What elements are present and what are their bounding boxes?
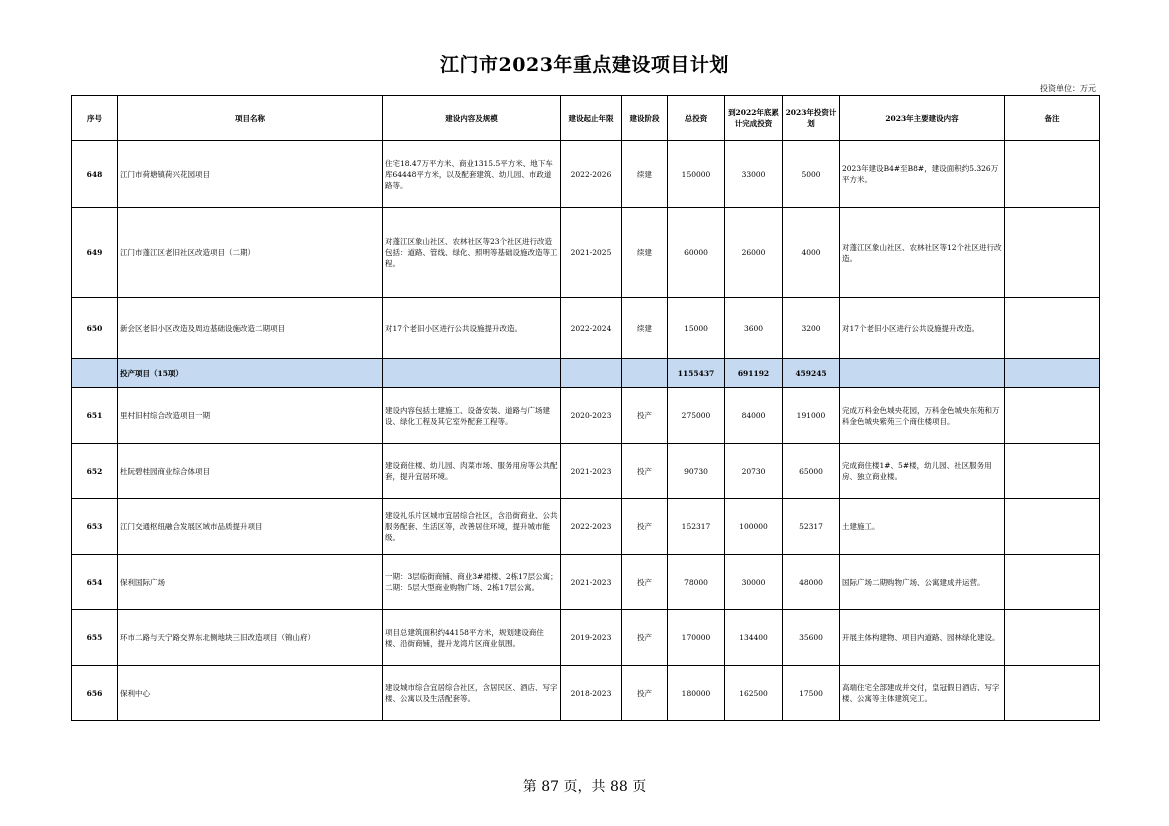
cell-no: 649 [72,208,118,298]
cell-main2023: 高端住宅全部建成并交付，皇冠假日酒店、写字楼、公寓等主体建筑完工。 [840,666,1005,721]
cell-content: 建设商住楼、幼儿园、肉菜市场、服务用房等公共配套，提升宜居环境。 [383,444,561,499]
cell-remark [1005,208,1100,298]
cell-content: 一期：3层临街商铺、商业3#裙楼、2栋17层公寓；二期：5层大型商业购物广场、2栋17层公寓。 [383,555,561,610]
cell-no: 652 [72,444,118,499]
cell-stage: 续建 [622,208,668,298]
cell-done2022: 26000 [725,208,783,298]
cell-total: 275000 [668,388,725,444]
col-header-content: 建设内容及规模 [383,96,561,141]
cell-plan2023: 5000 [783,141,840,208]
cell-total: 152317 [668,499,725,555]
cell-remark [1005,444,1100,499]
cell-main2023: 对蓬江区象山社区、农林社区等12个社区进行改造。 [840,208,1005,298]
cell-stage: 投产 [622,666,668,721]
table-row [72,208,1100,298]
cell-stage: 续建 [622,298,668,359]
cell-content: 建设内容包括土建施工、设备安装、道路与广场建设、绿化工程及其它室外配套工程等。 [383,388,561,444]
col-header-no: 序号 [72,96,118,141]
cell-no: 656 [72,666,118,721]
cell-plan2023: 35600 [783,610,840,666]
cell-total: 15000 [668,298,725,359]
cell-remark [1005,499,1100,555]
table-row [72,388,1100,444]
cell-main2023: 完成万科金色城央花园，万科金色城央东苑和万科金色城央紫苑三个商住楼项目。 [840,388,1005,444]
project-table [71,95,1100,721]
cell-no: 653 [72,499,118,555]
cell-name: 保利中心 [118,666,383,721]
col-header-plan2023: 2023年投资计划 [783,96,840,141]
cell-remark [1005,610,1100,666]
subtotal-done2022: 691192 [725,359,783,388]
page-title: 江门市2023年重点建设项目计划 [440,54,729,76]
table-row [72,610,1100,666]
cell-name: 江门交通枢纽融合发展区域市品质提升项目 [118,499,383,555]
cell-no: 648 [72,141,118,208]
cell-stage: 投产 [622,610,668,666]
cell-remark [1005,388,1100,444]
cell-no: 650 [72,298,118,359]
cell-content: 对17个老旧小区进行公共设施提升改造。 [383,298,561,359]
cell-no: 654 [72,555,118,610]
cell-plan2023: 52317 [783,499,840,555]
cell-main2023: 完成商住楼1#、5#楼，幼儿园、社区服务用房、独立商业楼。 [840,444,1005,499]
cell-remark [1005,666,1100,721]
cell-content: 项目总建筑面积约44158平方米，规划建设商住楼、沿街商铺，提升龙湾片区商业氛围。 [383,610,561,666]
subtotal-main2023 [840,359,1005,388]
col-header-total: 总投资 [668,96,725,141]
cell-period: 2021-2023 [561,555,622,610]
cell-plan2023: 4000 [783,208,840,298]
cell-total: 78000 [668,555,725,610]
header-row [72,96,1100,141]
cell-plan2023: 48000 [783,555,840,610]
cell-period: 2022-2024 [561,298,622,359]
col-header-remark: 备注 [1005,96,1100,141]
col-header-done2022: 到2022年底累计完成投资 [725,96,783,141]
table-row [72,666,1100,721]
cell-main2023: 国际广场二期购物广场、公寓建成并运营。 [840,555,1005,610]
cell-total: 60000 [668,208,725,298]
cell-stage: 续建 [622,141,668,208]
cell-done2022: 20730 [725,444,783,499]
cell-main2023: 对17个老旧小区进行公共设施提升改造。 [840,298,1005,359]
subtotal-plan2023: 459245 [783,359,840,388]
cell-main2023: 土建施工。 [840,499,1005,555]
cell-plan2023: 17500 [783,666,840,721]
cell-period: 2021-2023 [561,444,622,499]
cell-no: 655 [72,610,118,666]
col-header-period: 建设起止年限 [561,96,622,141]
cell-name: 里村旧村综合改造项目一期 [118,388,383,444]
cell-name: 江门市蓬江区老旧社区改造项目（二期） [118,208,383,298]
subtotal-total: 1155437 [668,359,725,388]
cell-content: 建设城市综合宜居综合社区，含居民区、酒店、写字楼、公寓以及生活配套等。 [383,666,561,721]
cell-done2022: 100000 [725,499,783,555]
cell-period: 2020-2023 [561,388,622,444]
cell-done2022: 162500 [725,666,783,721]
subtotal-no [72,359,118,388]
cell-stage: 投产 [622,555,668,610]
subtotal-label: 投产项目（15项） [118,359,383,388]
subtotal-remark [1005,359,1100,388]
table-row [72,141,1100,208]
cell-done2022: 84000 [725,388,783,444]
table-row [72,499,1100,555]
cell-total: 170000 [668,610,725,666]
cell-content: 住宅18.47万平方米、商业1315.5平方米、地下车库64448平方米，以及配套建筑、幼儿园、市政道路等。 [383,141,561,208]
cell-done2022: 30000 [725,555,783,610]
cell-remark [1005,141,1100,208]
cell-name: 江门市荷塘镇荷兴花园项目 [118,141,383,208]
cell-period: 2019-2023 [561,610,622,666]
cell-plan2023: 191000 [783,388,840,444]
subtotal-stage [622,359,668,388]
cell-plan2023: 65000 [783,444,840,499]
subtotal-row [72,359,1100,388]
table-row [72,555,1100,610]
subtotal-content [383,359,561,388]
cell-name: 保利国际广场 [118,555,383,610]
cell-period: 2022-2023 [561,499,622,555]
cell-period: 2022-2026 [561,141,622,208]
cell-period: 2021-2025 [561,208,622,298]
cell-stage: 投产 [622,499,668,555]
cell-name: 环市二路与天宁路交界东北侧地块三旧改造项目（锦山府） [118,610,383,666]
cell-main2023: 开展主体构建物、项目内道路、园林绿化建设。 [840,610,1005,666]
table-row [72,444,1100,499]
col-header-main2023: 2023年主要建设内容 [840,96,1005,141]
cell-no: 651 [72,388,118,444]
cell-stage: 投产 [622,388,668,444]
cell-plan2023: 3200 [783,298,840,359]
col-header-name: 项目名称 [118,96,383,141]
col-header-stage: 建设阶段 [622,96,668,141]
cell-remark [1005,298,1100,359]
cell-done2022: 134400 [725,610,783,666]
cell-remark [1005,555,1100,610]
cell-content: 对蓬江区象山社区、农林社区等23个社区进行改造包括：道路、管线、绿化、照明等基础设施改造等工程。 [383,208,561,298]
cell-total: 180000 [668,666,725,721]
unit-label: 投资单位：万元 [1040,84,1096,93]
cell-name: 新会区老旧小区改造及周边基础设施改造二期项目 [118,298,383,359]
cell-stage: 投产 [622,444,668,499]
cell-total: 150000 [668,141,725,208]
cell-done2022: 33000 [725,141,783,208]
cell-content: 建设礼乐片区城市宜居综合社区，含沿街商业、公共服务配套、生活区等，改善居住环境，提升城市能级。 [383,499,561,555]
subtotal-period [561,359,622,388]
cell-name: 杜阮碧桂园商业综合体项目 [118,444,383,499]
cell-done2022: 3600 [725,298,783,359]
page-footer: 第 87 页，共 88 页 [522,779,647,795]
cell-main2023: 2023年建设B4#至B8#，建设面积约5.326万平方米。 [840,141,1005,208]
cell-total: 90730 [668,444,725,499]
table-row [72,298,1100,359]
cell-period: 2018-2023 [561,666,622,721]
